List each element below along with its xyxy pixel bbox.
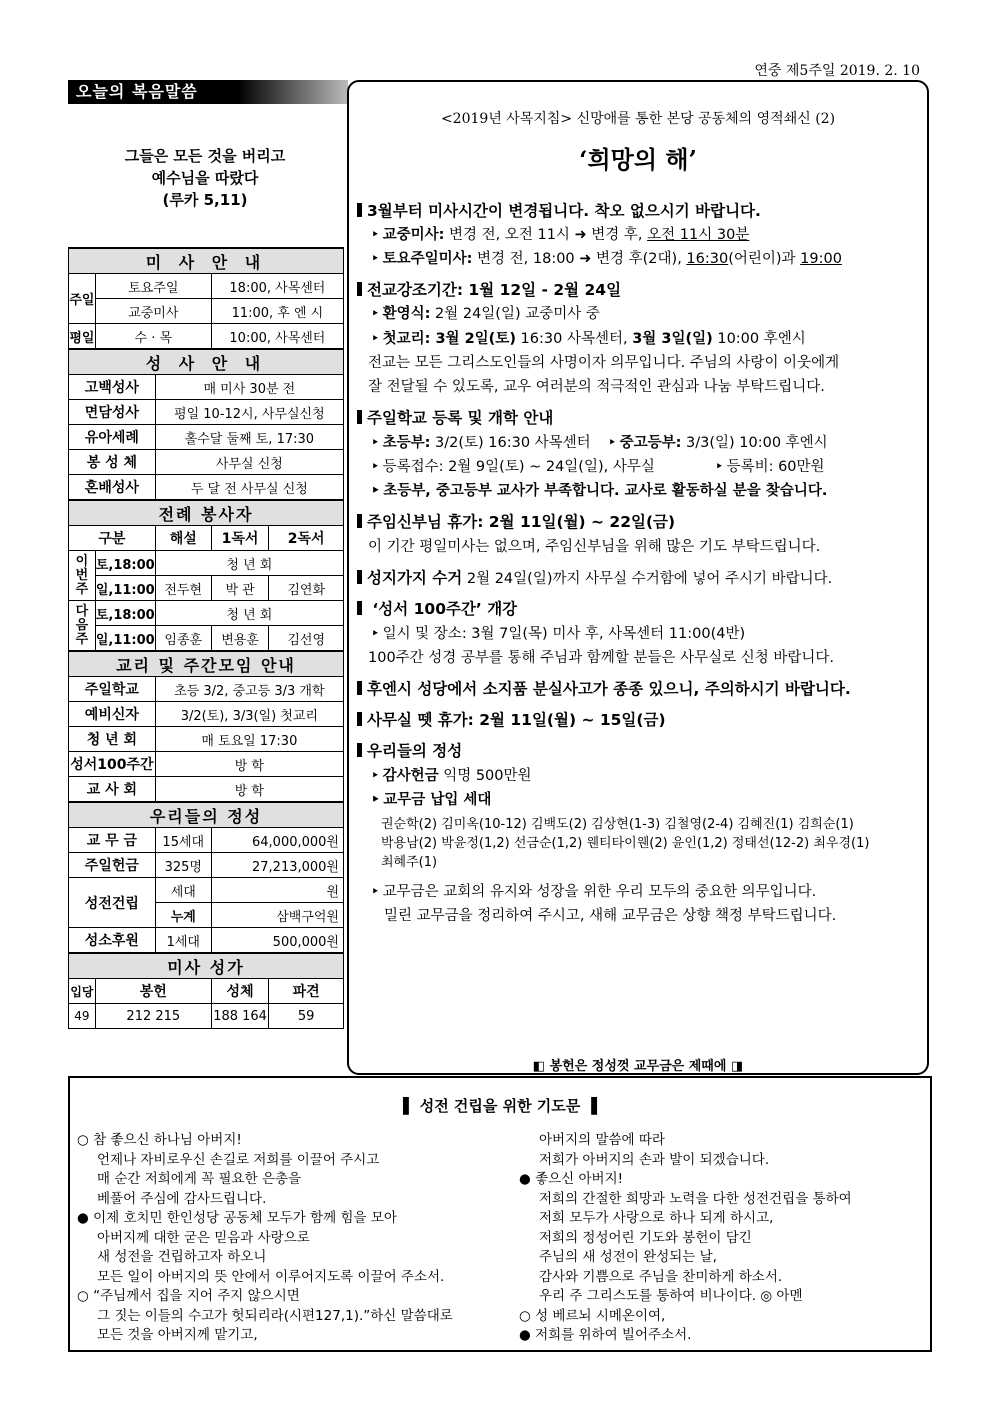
highlight: 16:30 [686, 251, 729, 267]
server-reader-1: 변용훈 [211, 626, 269, 652]
notice-paragraph: 이 기간 평일미사는 없으며, 주임신부님을 위해 많은 기도 부탁드립니다. [368, 539, 821, 555]
prayer-line: ○ 참 좋으신 하나님 아버지! [77, 1132, 242, 1148]
offering-amount: 27,213,000원 [211, 853, 343, 878]
building-sub-label: 누계 [155, 903, 211, 928]
meeting-value: 3/2(토), 3/3(일) 첫교리 [155, 702, 343, 727]
label: 중고등부: [619, 435, 682, 451]
highlight: 오전 11시 30분 [647, 227, 750, 243]
badge-gradient [238, 80, 348, 104]
sacrament-value: 평일 10-12시, 사무실신청 [155, 400, 343, 425]
prayer-line: 베풀어 주심에 감사드립니다. [97, 1190, 267, 1207]
label: 3월 3일(일) [632, 331, 713, 347]
prayer-line: 아버지의 말씀에 따라 [539, 1132, 665, 1148]
hymn-header: 봉헌 [95, 979, 211, 1004]
mass-time: 18:00, 사목센터 [211, 274, 343, 299]
text: 2월 24일(일)까지 사무실 수거함에 넣어 주시기 바랍니다. [462, 571, 833, 587]
highlight: 19:00 [800, 251, 842, 267]
sacrament-value: 사무실 신청 [155, 450, 343, 475]
building-total: 삼백구억원 [211, 903, 343, 928]
notice-line: ‣ 교무금은 교회의 유지와 성장을 위한 우리 모두의 중요한 의무입니다. [371, 880, 816, 901]
prayer-line: 저희의 정성어린 기도와 봉헌이 담긴 [539, 1229, 752, 1246]
text: 익명 500만원 [438, 768, 532, 784]
hymn-number: 188 164 [211, 1004, 269, 1029]
hymn-number: 59 [269, 1004, 344, 1029]
sacrament-name: 면담성사 [69, 400, 156, 425]
text: (어린이)과 [728, 251, 801, 267]
hymn-number: 49 [69, 1004, 96, 1029]
notice-bible-study-heading: ‘성서 100주간’ 개강 [357, 597, 923, 619]
notice-line [371, 431, 591, 452]
prayer-line: 우리 주 그리스도를 통하여 비나이다. ◎ 아멘 [539, 1288, 803, 1304]
text: 2월 24일(일) 교중미사 중 [430, 306, 600, 322]
gospel-badge [68, 80, 348, 104]
notice-line [371, 327, 806, 348]
hymn-header: 입당 [69, 979, 96, 1004]
prayer-line: 새 성전을 건립하고자 하오니 [97, 1249, 267, 1265]
notice-line: ‣ 초등부, 중고등부 교사가 부족합니다. 교사로 활동하실 분을 찾습니다. [371, 479, 827, 500]
mass-name: 토요주일 [95, 274, 211, 299]
next-week-label: 다음주 [69, 601, 96, 652]
family-list-line: 최혜주(1) [381, 855, 438, 870]
server-group: 청 년 회 [155, 601, 343, 626]
notice-line: ‣ 일시 및 장소: 3월 7일(목) 미사 후, 사목센터 11:00(4반) [371, 622, 745, 643]
prayer-line: 감사와 기쁨으로 주님을 찬미하게 하소서. [539, 1268, 783, 1285]
gospel-line-2: 예수님을 따랐다 [151, 169, 259, 187]
label: 교중미사: [382, 227, 445, 243]
meeting-name: 예비신자 [69, 702, 156, 727]
prayer-line: ○ 성 베르뇌 시메온이여, [519, 1307, 666, 1324]
mass-name: 수 · 목 [95, 324, 211, 350]
offering-amount: 500,000원 [211, 928, 343, 954]
mass-info-title: 미 사 안 내 [69, 248, 344, 274]
building-fund-label: 성전건립 [69, 878, 156, 928]
label: 초등부: [382, 435, 431, 451]
text: 3/3(일) 10:00 후엔시 [681, 435, 828, 451]
notice-mass-change-heading: 3월부터 미사시간이 변경됩니다. 착오 없으시기 바랍니다. [357, 199, 923, 221]
weekday-label: 평일 [69, 324, 96, 350]
notice-offerings-heading: 우리들의 정성 [357, 739, 923, 761]
server-group: 청 년 회 [155, 551, 343, 576]
meeting-name: 주일학교 [69, 677, 156, 702]
label: 감사헌금 [382, 768, 439, 784]
offering-name: 주일헌금 [69, 853, 156, 878]
text: 변경 전, 오전 11시 ➜ 변경 후, [444, 227, 648, 243]
notice-line [371, 223, 749, 244]
server-reader-2: 김선영 [269, 626, 344, 652]
prayer-line: 그 짓는 이들의 수고가 헛되리라(시편127,1).”하신 말씀대로 [97, 1307, 453, 1324]
offering-amount: 64,000,000원 [211, 828, 343, 853]
prayer-line: 저희의 간절한 희망과 노력을 다한 성전건립을 통하여 [539, 1190, 852, 1207]
prayer-line: ● 저희를 위하여 빌어주소서. [519, 1327, 692, 1343]
offering-count: 15세대 [155, 828, 211, 853]
server-reader-1: 박 관 [211, 576, 269, 601]
meeting-value: 초등 3/2, 중고등 3/3 개학 [155, 677, 343, 702]
servers-title: 전례 봉사자 [69, 500, 344, 526]
prayer-line: 모든 일이 아버지의 뜻 안에서 이루어지도록 이끌어 주소서. [97, 1268, 445, 1285]
notice-paragraph: 밀린 교무금을 정리하여 주시고, 새해 교무금은 상향 책정 부탁드립니다. [384, 908, 837, 924]
meeting-value: 방 학 [155, 777, 343, 803]
notice-line: ‣ 등록비: 60만원 [715, 455, 825, 476]
text: 16:30 사목센터, [515, 331, 633, 347]
label: 3월 2일(토) [430, 331, 516, 347]
gospel-reference: (루카 5,11) [162, 191, 248, 209]
notice-line: ‣ 등록접수: 2월 9일(토) ~ 24일(일), 사무실 [371, 455, 655, 476]
server-day: 토,18:00 [95, 601, 155, 626]
servers-header: 해설 [155, 526, 211, 551]
building-sub-label: 세대 [155, 878, 211, 903]
bulletin-date: 연중 제5주일 2019. 2. 10 [754, 63, 920, 79]
text: 변경 전, 18:00 ➜ 변경 후(2대), [472, 251, 687, 267]
sacrament-name: 혼배성사 [69, 475, 156, 501]
sunday-label: 주일 [69, 274, 96, 324]
meeting-name: 성서100주간 [69, 752, 156, 777]
server-day: 일,11:00 [95, 626, 155, 652]
notice-theft-heading: 후엔시 성당에서 소지품 분실사고가 종종 있으니, 주의하시기 바랍니다. [357, 677, 923, 699]
notice-line: ‣ 교무금 납입 세대 [371, 788, 491, 809]
server-commentator: 전두현 [155, 576, 211, 601]
sacrament-value: 홀수달 둘째 토, 17:30 [155, 425, 343, 450]
notice-sunday-school-heading: 주일학교 등록 및 개학 안내 [357, 406, 923, 428]
prayer-line: ● 좋으신 아버지! [519, 1171, 624, 1187]
family-list-line: 박용남(2) 박윤정(1,2) 선금순(1,2) 웬티타이웬(2) 윤인(1,2) 정태선(12-2) 최우경(1) [381, 836, 870, 851]
label: 성지가지 수거 [357, 569, 462, 587]
offerings-title: 우리들의 정성 [69, 802, 344, 828]
building-amount: 원 [211, 878, 343, 903]
notice-office-holiday-heading: 사무실 뗏 휴가: 2월 11일(월) ~ 15일(금) [357, 708, 923, 730]
prayer-line: 모든 것을 아버지께 맡기고, [97, 1327, 258, 1343]
servers-header: 1독서 [211, 526, 269, 551]
notice-paragraph: 전교는 모든 그리스도인들의 사명이자 의무입니다. 주님의 사랑이 이웃에게 [368, 355, 840, 371]
text: 3/2(토) 16:30 사목센터 [430, 435, 591, 451]
mass-time: 10:00, 사목센터 [211, 324, 343, 350]
notice-paragraph: 잘 전달될 수 있도록, 교우 여러분의 적극적인 관심과 나눔 부탁드립니다. [368, 379, 825, 395]
parish-info-table [68, 247, 344, 1029]
sacrament-name: 고백성사 [69, 375, 156, 400]
offering-name: 성소후원 [69, 928, 156, 954]
offering-count: 1세대 [155, 928, 211, 954]
notice-evangelization-heading: 전교강조기간: 1월 12일 - 2월 24일 [357, 278, 923, 300]
label: 토요주일미사: [382, 251, 473, 267]
meeting-value: 방 학 [155, 752, 343, 777]
sacrament-value: 두 달 전 사무실 신청 [155, 475, 343, 501]
meeting-name: 청 년 회 [69, 727, 156, 752]
this-week-label: 이번주 [69, 551, 96, 601]
hymn-number: 212 215 [95, 1004, 211, 1029]
notice-priest-vacation-heading: 주임신부님 휴가: 2월 11일(월) ~ 22일(금) [357, 510, 923, 532]
prayer-title: ▌ 성전 건립을 위한 기도문 ▐ [402, 1097, 598, 1115]
meeting-name: 교 사 회 [69, 777, 156, 803]
sacrament-title: 성 사 안 내 [69, 349, 344, 375]
catechism-title: 교리 및 주간모임 안내 [69, 651, 344, 677]
hymn-header: 파견 [269, 979, 344, 1004]
year-title: ‘희망의 해’ [579, 145, 697, 174]
prayer-line: 아버지께 대한 굳은 믿음과 사랑으로 [97, 1229, 310, 1246]
notice-line [371, 302, 600, 323]
prayer-line: 주님의 새 성전이 완성되는 날, [539, 1249, 717, 1265]
offering-slogan: ◧ 봉헌은 정성껏 교무금은 제때에 ◨ [532, 1059, 744, 1074]
hymn-header: 성체 [211, 979, 269, 1004]
offering-count: 325명 [155, 853, 211, 878]
server-reader-2: 김연화 [269, 576, 344, 601]
notice-line [371, 764, 532, 785]
sacrament-name: 유아세례 [69, 425, 156, 450]
gospel-verse [68, 145, 342, 211]
meeting-value: 매 토요일 17:30 [155, 727, 343, 752]
notice-line [608, 431, 828, 452]
server-day: 토,18:00 [95, 551, 155, 576]
servers-header: 구분 [69, 526, 156, 551]
hymns-title: 미사 성가 [69, 953, 344, 979]
servers-header: 2독서 [269, 526, 344, 551]
prayer-line: 언제나 자비로우신 손길로 저희를 이끌어 주시고 [97, 1151, 380, 1168]
mass-name: 교중미사 [95, 299, 211, 324]
mass-time: 11:00, 후 엔 시 [211, 299, 343, 324]
sacrament-value: 매 미사 30분 전 [155, 375, 343, 400]
prayer-line: ● 이제 호치민 한인성당 공동체 모두가 함께 힘을 모아 [77, 1210, 397, 1226]
notice-line [371, 247, 842, 268]
label: 환영식: [382, 306, 431, 322]
pastoral-guideline: <2019년 사목지침> 신망애를 통한 본당 공동체의 영적쇄신 (2) [440, 111, 836, 127]
text: 10:00 후엔시 [712, 331, 806, 347]
server-commentator: 임종훈 [155, 626, 211, 652]
notice-paragraph: 100주간 성경 공부를 통해 주님과 함께할 분들은 사무실로 신청 바랍니다. [368, 650, 834, 666]
server-day: 일,11:00 [95, 576, 155, 601]
gospel-badge-label: 오늘의 복음말씀 [76, 82, 198, 101]
offering-name: 교 무 금 [69, 828, 156, 853]
prayer-line: 저희가 아버지의 손과 발이 되겠습니다. [539, 1151, 770, 1168]
gospel-line-1: 그들은 모든 것을 버리고 [124, 147, 286, 165]
label: 첫교리: [382, 331, 431, 347]
prayer-line: ○ “주님께서 집을 지어 주지 않으시면 [77, 1288, 300, 1304]
sacrament-name: 봉 성 체 [69, 450, 156, 475]
notice-palm-collection [357, 566, 923, 588]
prayer-line: 매 순간 저희에게 꼭 필요한 은총을 [97, 1171, 302, 1187]
prayer-line: 저희 모두가 사랑으로 하나 되게 하시고, [539, 1210, 774, 1226]
family-list-line: 권순학(2) 김미옥(10-12) 김백도(2) 김상현(1-3) 김철영(2-4) 김혜진(1) 김희순(1) [381, 817, 854, 832]
